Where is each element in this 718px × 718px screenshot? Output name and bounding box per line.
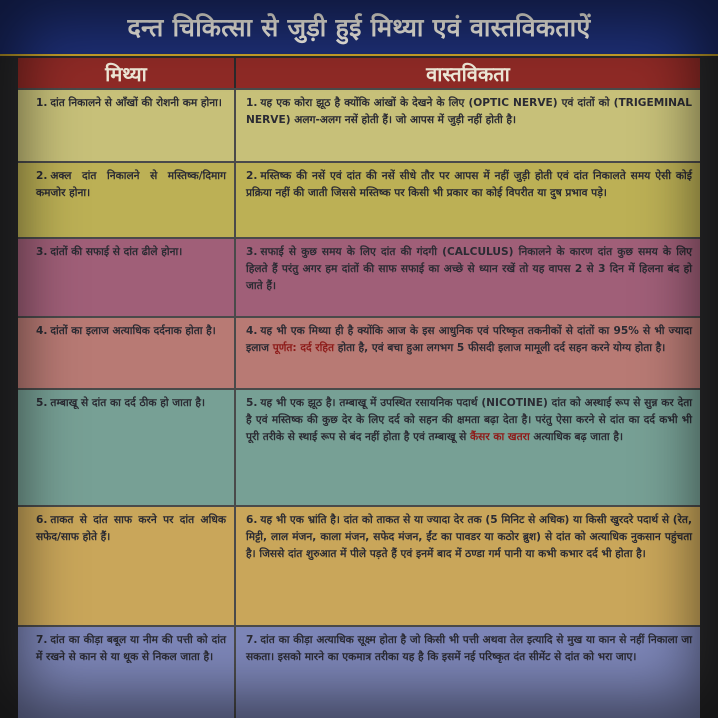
myth-text: दांत का कीड़ा बबूल या नीम की पत्ती को दांत में रखने से कान से या थूक से निकल जाता है। xyxy=(36,634,226,663)
table-header xyxy=(18,58,700,88)
myth-text: दांत निकालने से आँखों की रोशनी कम होना। xyxy=(50,97,222,109)
myth-text: दांतों का इलाज अत्याधिक दर्दनाक होता है। xyxy=(50,325,216,337)
myth-cell xyxy=(18,390,236,505)
title-banner xyxy=(0,0,718,56)
myth-text: तम्बाखू से दांत का दर्द ठीक हो जाता है। xyxy=(50,397,205,409)
fact-text: सफाई से कुछ समय के लिए दांत की गंदगी (CALCULUS) निकालने के कारण दांत कुछ समय के लिए हिलते हैं परंतु अगर हम दांतों की साफ सफाई का अच्छे से ध्यान रखें तो यह वापस 2 से 3 दिन में हिलना बंद हो जाते हैं। xyxy=(246,246,692,292)
table-row xyxy=(18,505,700,625)
fact-cell xyxy=(236,627,700,718)
page-title: दन्त चिकित्सा से जुड़ी हुई मिथ्या एवं वास्तविकताऐं xyxy=(127,13,591,42)
row-number: 7. xyxy=(36,634,48,646)
myth-cell xyxy=(18,627,236,718)
myth-cell xyxy=(18,239,236,316)
row-number: 6. xyxy=(36,514,48,526)
row-number: 5. xyxy=(36,397,48,409)
table-row xyxy=(18,316,700,388)
fact-text: मस्तिष्क की नसें एवं दांत की नसें सीधे तौर पर आपस में नहीं जुड़ी होती एवं दांत निकालते समय ऐसी कोई प्रक्रिया नहीं की जाती जिससे मस्तिष्क पर किसी भी प्रकार का कोई विपरीत या दुष प्रभाव पड़े। xyxy=(246,170,692,199)
fact-text: यह भी एक भ्रांति है। दांत को ताकत से या ज्यादा देर तक (5 मिनिट से अधिक) या किसी खुरदरे पदार्थ से (रेत, मिट्टी, लाल मंजन, काला मंजन, सफेद मंजन, ईंट का पावडर या कठोर ब्रुश) से दांत को अत्याधिक नुकसान पहुंचता है। जिससे दांत शुरुआत में पीले पड़ते हैं एवं इनमें बाद में ठण्डा गर्म पानी या कभी कभार दर्द भी होता है। xyxy=(246,514,692,560)
myth-text: ताकत से दांत साफ करने पर दांत अधिक सफेद/साफ होते हैं। xyxy=(36,514,226,543)
fact-cell xyxy=(236,90,700,161)
row-number: 5. xyxy=(246,397,258,409)
myth-cell xyxy=(18,318,236,388)
fact-cell xyxy=(236,239,700,316)
fact-text: यह भी एक मिथ्या ही है क्योंकि आज के इस आधुनिक एवं परिष्कृत तकनीकों से दांतों का 95% से भी ज्यादा इलाज xyxy=(246,325,692,354)
fact-column-header: वास्तविकता xyxy=(236,58,700,88)
highlight-text: कैंसर का खतरा xyxy=(470,431,530,443)
row-number: 6. xyxy=(246,514,258,526)
table-row xyxy=(18,388,700,505)
row-number: 2. xyxy=(246,170,258,182)
row-number: 3. xyxy=(246,246,258,258)
row-number: 1. xyxy=(246,97,258,109)
fact-cell xyxy=(236,163,700,237)
fact-cell xyxy=(236,507,700,625)
row-number: 1. xyxy=(36,97,48,109)
row-number: 7. xyxy=(246,634,258,646)
row-number: 4. xyxy=(36,325,48,337)
table-row xyxy=(18,161,700,237)
fact-text: अत्याधिक बढ़ जाता है। xyxy=(529,431,623,443)
table-row xyxy=(18,625,700,718)
table-row xyxy=(18,237,700,316)
myth-fact-table xyxy=(18,88,700,718)
row-number: 2. xyxy=(36,170,48,182)
row-number: 4. xyxy=(246,325,258,337)
myth-text: अक्ल दांत निकालने से मस्तिष्क/दिमाग कमजोर होना। xyxy=(36,170,226,199)
myth-column-header: मिथ्या xyxy=(18,58,236,88)
fact-cell xyxy=(236,318,700,388)
myth-cell xyxy=(18,507,236,625)
fact-cell xyxy=(236,390,700,505)
fact-text: यह भी एक झूठ है। तम्बाखू में उपस्थित रसायनिक पदार्थ (NICOTINE) दांत को अस्थाई रूप से सुन्न कर देता है एवं मस्तिष्क की कुछ देर के लिए दर्द को सहन की क्षमता बढ़ा देता है। परंतु ऐसा करने से दांत का दर्द कभी भी पूरी तरीके से स्थाई रूप से बंद नहीं होता है एवं तम्बाखू से xyxy=(246,397,692,443)
row-number: 3. xyxy=(36,246,48,258)
fact-text: होता है, एवं बचा हुआ लगभग 5 फीसदी इलाज मामूली दर्द सहन करने योग्य होता है। xyxy=(334,342,666,354)
myth-text: दांतों की सफाई से दांत ढीले होना। xyxy=(50,246,183,258)
myth-cell xyxy=(18,90,236,161)
table-row xyxy=(18,88,700,161)
fact-text: यह एक कोरा झूठ है क्योंकि आंखों के देखने के लिए (OPTIC NERVE) एवं दांतों को (TRIGEMINAL NERVE) अलग-अलग नसें होती हैं। जो आपस में जुड़ी नहीं होती है। xyxy=(246,97,692,126)
fact-text: दांत का कीड़ा अत्याधिक सूक्ष्म होता है जो किसी भी पत्ती अथवा तेल इत्यादि से मुख या कान से नहीं निकाला जा सकता। इसको मारने का एकमात्र तरीका यह है कि इसमें नई परिष्कृत दंत सीमेंट से दांत को भरा जाए। xyxy=(246,634,692,663)
myth-cell xyxy=(18,163,236,237)
highlight-text: पूर्णत: दर्द रहित xyxy=(272,342,335,354)
